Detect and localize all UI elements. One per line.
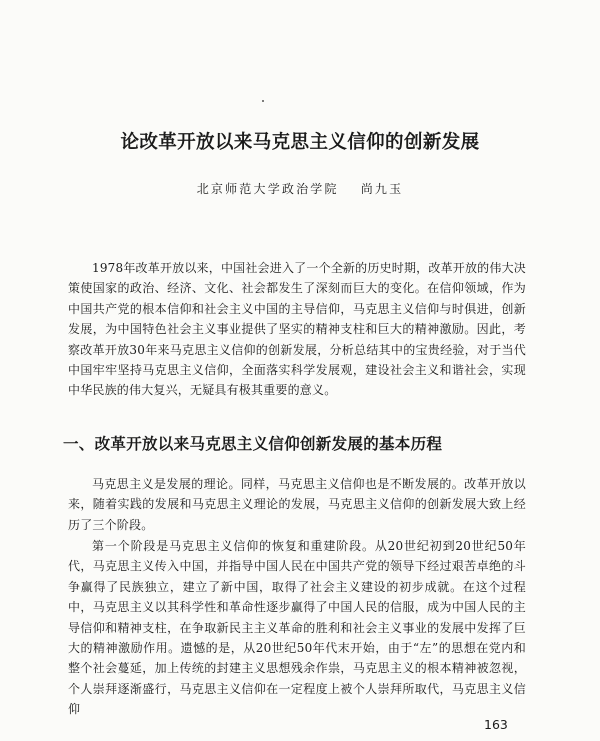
- article-title: 论改革开放以来马克思主义信仰的创新发展: [120, 132, 480, 153]
- author-affiliation: 北京师范大学政治学院: [196, 182, 339, 196]
- author-name: 尚九玉: [360, 182, 404, 196]
- body-paragraph-2: 第一个阶段是马克思主义信仰的恢复和重建阶段。从20世纪初到20世纪50年代，马克思主义传入中国，并指导中国人民在中国共产党的领导下经过艰苦卓绝的斗争赢得了民族独立，建立了新中国，取得了社会主义建设的初步成就。在这个过程中，马克思主义以其科学性和革命性逐步赢得了中国人民的信服，成为中国人民的主导信仰和精神支柱，在争取新民主主义革命的胜利和社会主义事业的发展中发挥了巨大的精神激励作用。遗憾的是，从20世纪50年代末开始，由于“左”的思想在党内和整个社会蔓延，加上传统的封建主义思想残余作祟，马克思主义的根本精神被忽视，个人崇拜逐渐盛行，马克思主义信仰在一定程度上被个人崇拜所取代，马克思主义信仰: [68, 539, 526, 717]
- author-line: [0, 180, 600, 197]
- section-heading: 一、改革开放以来马克思主义信仰创新发展的基本历程: [63, 435, 443, 453]
- page-number: 163: [484, 717, 508, 732]
- scan-speck: [262, 100, 264, 102]
- body-paragraph-1: 马克思主义是发展的理论。同样，马克思主义信仰也是不断发展的。改革开放以来，随着实践的发展和马克思主义理论的发展，马克思主义信仰的创新发展大致上经历了三个阶段。: [68, 477, 526, 532]
- abstract-paragraph: 1978年改革开放以来，中国社会进入了一个全新的历史时期，改革开放的伟大决策使国家的政治、经济、文化、社会都发生了深刻而巨大的变化。在信仰领域，作为中国共产党的根本信仰和社会主义中国的主导信仰，马克思主义信仰与时俱进，创新发展，为中国特色社会主义事业提供了坚实的精神支柱和巨大的精神激励。因此，考察改革开放30年来马克思主义信仰的创新发展，分析总结其中的宝贵经验，对于当代中国牢牢坚持马克思主义信仰，全面落实科学发展观，建设社会主义和谐社会，实现中华民族的伟大复兴，无疑具有极其重要的意义。: [68, 261, 526, 398]
